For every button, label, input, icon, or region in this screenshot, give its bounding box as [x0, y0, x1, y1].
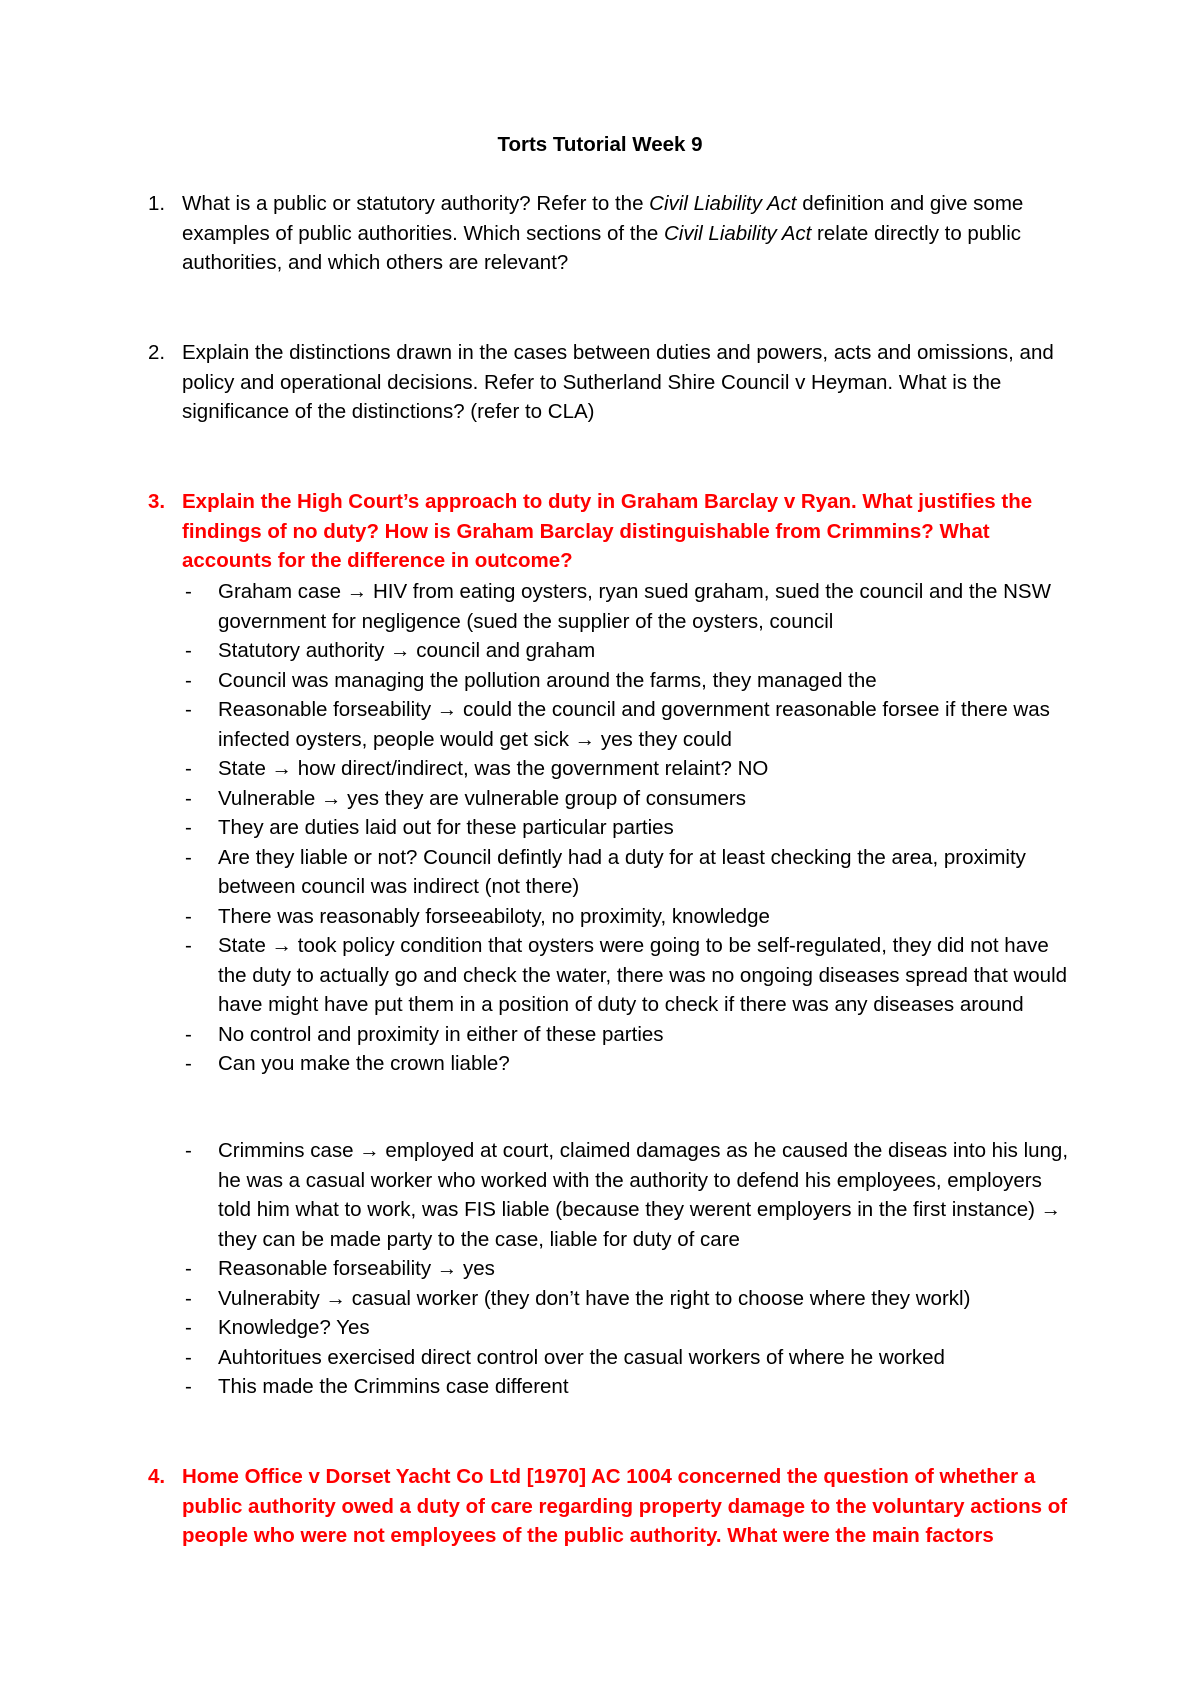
list-item: - Auhtoritues exercised direct control over the casual workers of where he worked [180, 1343, 1070, 1373]
list-item: - There was reasonably forseeabiloty, no proximity, knowledge [180, 902, 1070, 932]
question-text: Explain the High Court’s approach to duty in Graham Barclay v Ryan. What justifies the findings of no duty? How is Graham Barclay distinguishable from Crimmins? What accounts for the difference in outcome? [182, 490, 1033, 572]
list-item: - State → took policy condition that oysters were going to be self-regulated, they did not have the duty to actually go and check the water, there was no ongoing diseases spread that would have might have put them in a position of duty to check if there was any diseases around [180, 931, 1070, 1020]
list-item: - They are duties laid out for these particular parties [180, 813, 1070, 843]
list-item: - No control and proximity in either of these parties [180, 1020, 1070, 1050]
notes-crimmins-case [180, 1136, 1070, 1402]
question-4 [148, 1462, 1068, 1551]
list-item: - Reasonable forseability → yes [180, 1254, 1070, 1284]
question-number: 4. [148, 1465, 166, 1488]
list-item: - State → how direct/indirect, was the government relaint? NO [180, 754, 1070, 784]
question-number: 3. [148, 490, 166, 513]
list-item: - Vulnerable → yes they are vulnerable group of consumers [180, 784, 1070, 814]
question-text: Home Office v Dorset Yacht Co Ltd [1970] AC 1004 concerned the question of whether a public authority owed a duty of care regarding property damage to the voluntary actions of people who were not employees of the public authority. What were the main factors [182, 1465, 1068, 1547]
list-item: - Statutory authority → council and graham [180, 636, 1070, 666]
list-item: - This made the Crimmins case different [180, 1372, 1070, 1402]
question-number: 1. [148, 192, 166, 215]
question-text: Explain the distinctions drawn in the cases between duties and powers, acts and omissions, and policy and operational decisions. Refer to Sutherland Shire Council v Heyman. What is the significance of the distinctions? (refer to CLA) [182, 341, 1054, 423]
list-item: - Knowledge? Yes [180, 1313, 1070, 1343]
list-item: - Crimmins case → employed at court, claimed damages as he caused the diseas into his lung, he was a casual worker who worked with the authority to defend his employees, employers told him what to work, was FIS liable (because they werent employers in the first instance) → they can be made party to the case, liable for duty of care [180, 1136, 1070, 1254]
list-item: - Graham case → HIV from eating oysters, ryan sued graham, sued the council and the NSW government for negligence (sued the supplier of the oysters, council [180, 577, 1070, 636]
list-item: - Reasonable forseability → could the council and government reasonable forsee if there was infected oysters, people would get sick → yes they could [180, 695, 1070, 754]
question-1 [148, 189, 1068, 278]
question-number: 2. [148, 341, 166, 364]
question-text: What is a public or statutory authority? Refer to the Civil Liability Act definition and give some examples of public authorities. Which sections of the Civil Liability Act relate directly to public authorities, and which others are relevant? [182, 192, 1024, 274]
notes-graham-case [180, 577, 1070, 1079]
list-item: - Council was managing the pollution around the farms, they managed the [180, 666, 1070, 696]
list-item: - Vulnerabity → casual worker (they don’t have the right to choose where they workl) [180, 1284, 1070, 1314]
list-item: - Can you make the crown liable? [180, 1049, 1070, 1079]
question-2 [148, 338, 1068, 427]
page-title: Torts Tutorial Week 9 [497, 133, 703, 156]
question-3 [148, 487, 1068, 576]
list-item: - Are they liable or not? Council defintly had a duty for at least checking the area, proximity between council was indirect (not there) [180, 843, 1070, 902]
